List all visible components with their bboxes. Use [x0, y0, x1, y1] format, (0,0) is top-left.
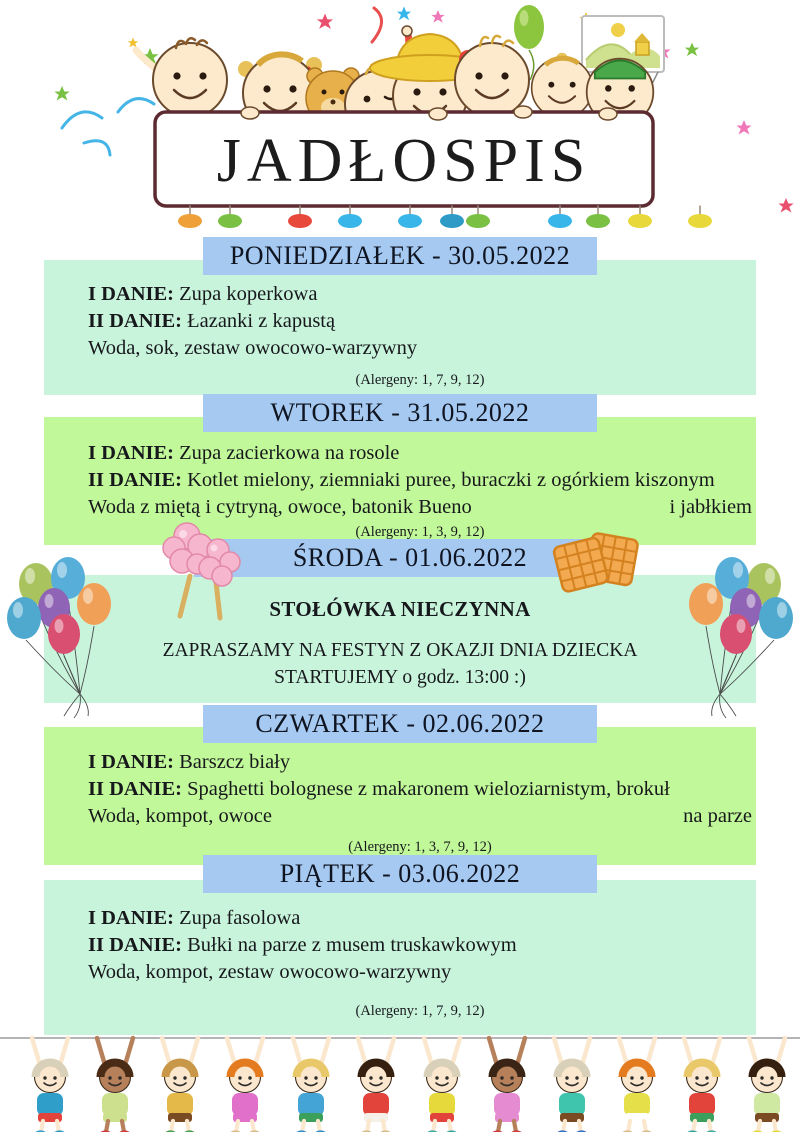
- dish2-text: Bułki na parze z musem truskawkowym: [187, 934, 517, 956]
- shoes-row-icon: [178, 206, 712, 228]
- balloon-bunch-left-icon: [2, 556, 122, 726]
- dish-line: [88, 467, 752, 494]
- dish-line: [88, 905, 752, 932]
- balloon-bunch-right-icon: [678, 556, 798, 726]
- allergens-note: (Alergeny: 1, 3, 9, 12): [355, 524, 485, 540]
- day-title: PONIEDZIAŁEK - 30.05.2022: [229, 241, 571, 270]
- thursday-menu: [88, 749, 752, 856]
- drinks-line: Woda, kompot, zestaw owocowo-warzywny: [88, 961, 452, 983]
- dish1-text: Zupa fasolowa: [179, 907, 301, 929]
- notice-title: STOŁÓWKA NIECZYNNA: [269, 597, 531, 621]
- dish-line: [88, 749, 752, 776]
- drinks-line: Woda z miętą i cytryną, owoce, batonik Bueno i jabłkiem: [88, 494, 752, 521]
- dish-line: [88, 932, 752, 959]
- allergens-note: (Alergeny: 1, 3, 7, 9, 12): [348, 839, 492, 855]
- children-holding-banner-illustration: [0, 0, 800, 235]
- day-section-friday: [0, 855, 800, 1035]
- day-title: ŚRODA - 01.06.2022: [292, 543, 528, 572]
- day-section-tuesday: [0, 394, 800, 545]
- allergens-note: (Alergeny: 1, 7, 9, 12): [355, 1003, 485, 1019]
- monday-menu: [88, 281, 752, 389]
- page-title: JADŁOSPIS: [216, 127, 592, 195]
- friday-header-bar: [203, 855, 597, 893]
- dish2-text: Kotlet mielony, ziemniaki puree, buraczki z ogórkiem kiszonym: [187, 469, 715, 491]
- drinks-line: Woda, kompot, owoce na parze: [88, 803, 752, 830]
- dish-line: [88, 776, 752, 803]
- dish2-label: II DANIE:: [88, 934, 182, 956]
- dish-line: [88, 281, 752, 308]
- day-section-thursday: [0, 705, 800, 865]
- dish2-continuation: na parze: [683, 805, 752, 827]
- tuesday-header-bar: [203, 394, 597, 432]
- dish1-text: Barszcz biały: [179, 751, 291, 773]
- drinks-line: Woda, sok, zestaw owocowo-warzywny: [88, 337, 418, 359]
- dish1-label: I DANIE:: [88, 907, 174, 929]
- day-section-monday: [0, 237, 800, 395]
- notice-line: STARTUJEMY o godz. 13:00 :): [274, 667, 526, 688]
- dish2-label: II DANIE:: [88, 310, 182, 332]
- waffles-icon: [550, 524, 640, 599]
- hanging-children-illustration: [0, 1035, 800, 1132]
- cotton-candy-icon: [152, 516, 247, 621]
- dish1-label: I DANIE:: [88, 283, 174, 305]
- day-title: CZWARTEK - 02.06.2022: [255, 709, 545, 738]
- dish1-label: I DANIE:: [88, 751, 174, 773]
- dish1-text: Zupa koperkowa: [179, 283, 318, 305]
- dish2-text: Spaghetti bolognese z makaronem wieloziarnistym, brokuł: [187, 778, 670, 800]
- monday-header-bar: [203, 237, 597, 275]
- friday-menu: [88, 905, 752, 1020]
- allergens-note: (Alergeny: 1, 7, 9, 12): [355, 372, 485, 388]
- dish1-text: Zupa zacierkowa na rosole: [179, 442, 400, 464]
- dish2-continuation: i jabłkiem: [669, 496, 752, 518]
- day-title: PIĄTEK - 03.06.2022: [279, 859, 521, 888]
- dish-line: [88, 308, 752, 335]
- title-banner: [155, 106, 653, 206]
- thursday-header-bar: [203, 705, 597, 743]
- notice-line: ZAPRASZAMY NA FESTYN Z OKAZJI DNIA DZIECKA: [162, 640, 638, 661]
- day-title: WTOREK - 31.05.2022: [270, 398, 530, 427]
- dish1-label: I DANIE:: [88, 442, 174, 464]
- dish-line: [88, 440, 752, 467]
- dish2-label: II DANIE:: [88, 778, 182, 800]
- dish2-text: Łazanki z kapustą: [187, 310, 336, 332]
- dish2-label: II DANIE:: [88, 469, 182, 491]
